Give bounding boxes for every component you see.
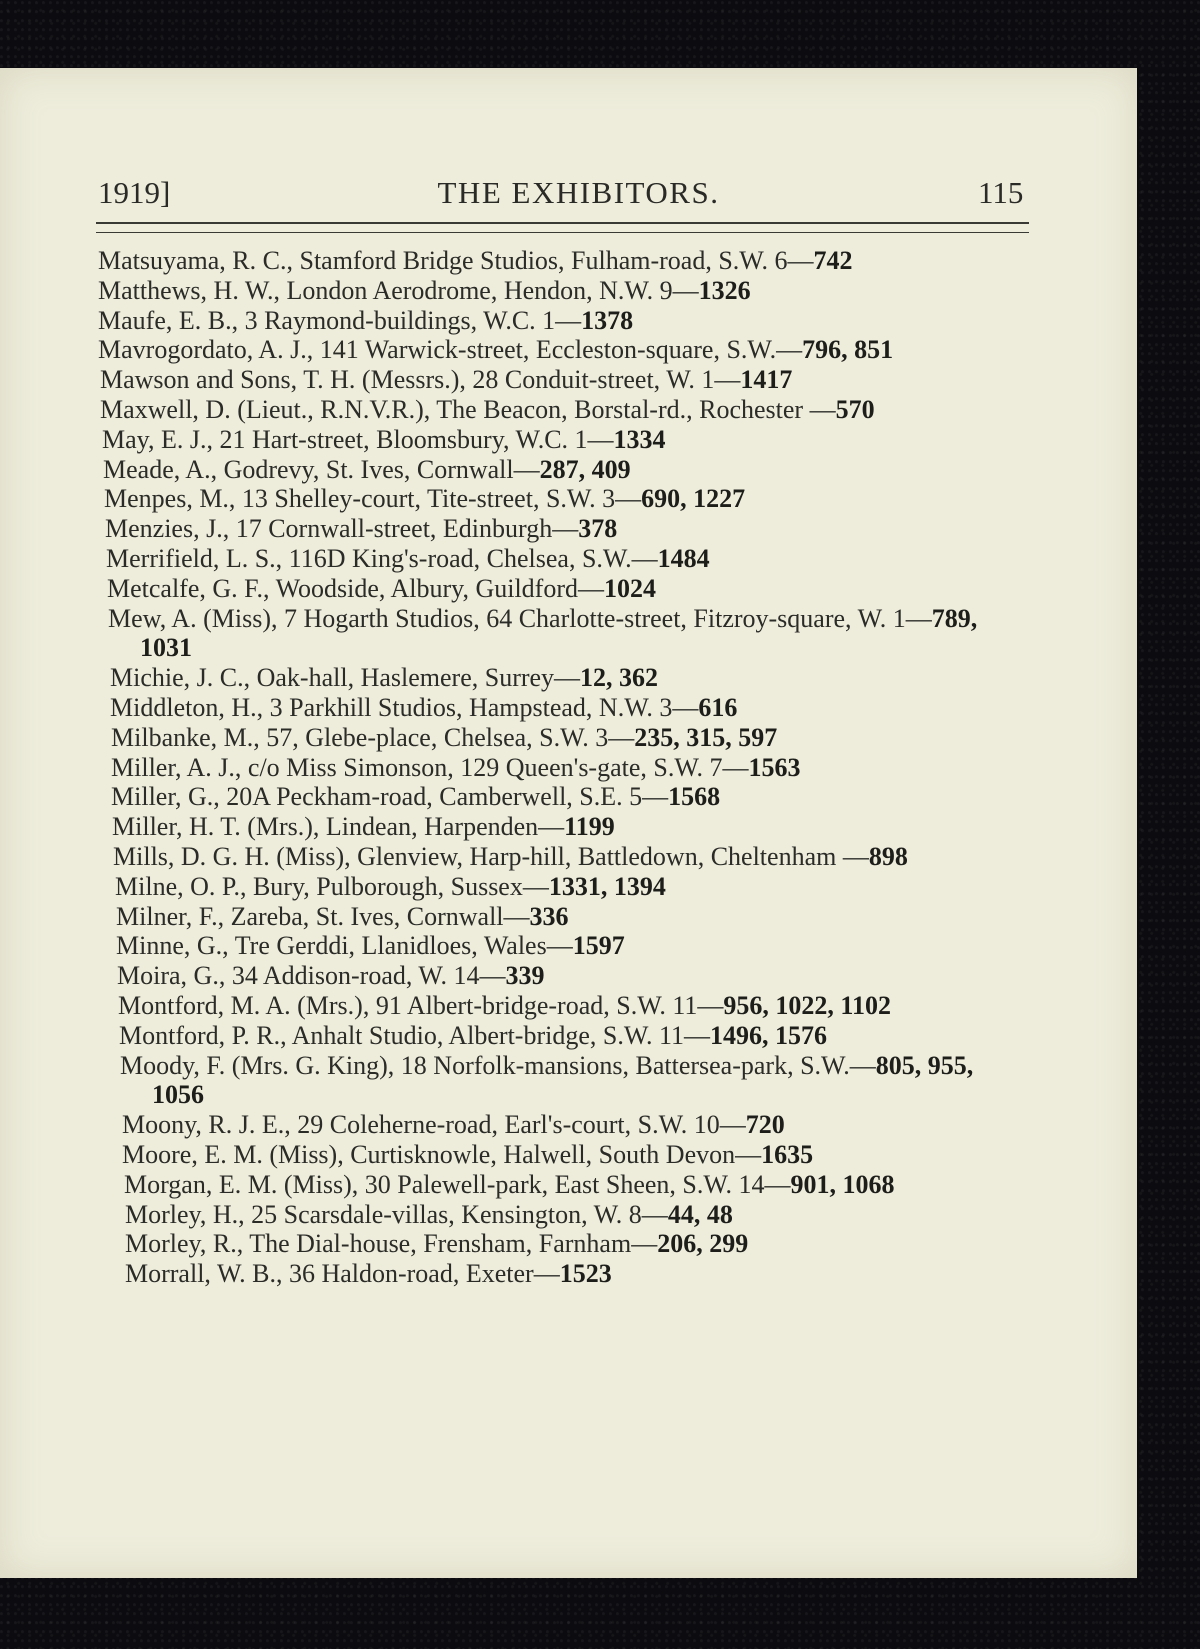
entry-text: Milne, O. P., Bury, Pulborough, Sussex—: [115, 871, 549, 901]
entry-catalogue-numbers: 1568: [668, 782, 721, 812]
list-item: [0, 812, 1029, 842]
list-item: [0, 395, 1029, 425]
list-item: [0, 425, 1029, 455]
list-item: [0, 455, 1029, 485]
entry-text: Merrifield, L. S., 116D King's-road, Chelsea, S.W.—: [106, 543, 658, 573]
list-item: [0, 663, 1029, 693]
entry-catalogue-numbers: 1417: [740, 365, 793, 395]
entry-text: Montford, P. R., Anhalt Studio, Albert-bridge, S.W. 11—: [119, 1020, 711, 1050]
entry-text: May, E. J., 21 Hart-street, Bloomsbury, W.C. 1—: [102, 424, 614, 454]
entry-catalogue-numbers: 378: [578, 514, 618, 544]
entry-text: Miller, H. T. (Mrs.), Lindean, Harpenden—: [112, 812, 565, 842]
list-item: [0, 842, 1029, 872]
entry-text: Morley, H., 25 Scarsdale-villas, Kensington, W. 8—: [125, 1199, 668, 1229]
entry-text: Mavrogordato, A. J., 141 Warwick-street, Eccleston-square, S.W.—: [98, 335, 803, 365]
entry-catalogue-numbers: 1484: [657, 543, 710, 573]
entry-text: Moore, E. M. (Miss), Curtisknowle, Halwell, South Devon—: [122, 1139, 762, 1169]
entry-catalogue-numbers: 206, 299: [657, 1229, 749, 1259]
entry-text: Mew, A. (Miss), 7 Hogarth Studios, 64 Charlotte-street, Fitzroy-square, W. 1—: [108, 603, 932, 633]
entry-catalogue-numbers: 235, 315, 597: [634, 722, 778, 752]
entry-text: Mawson and Sons, T. H. (Messrs.), 28 Conduit-street, W. 1—: [100, 365, 741, 395]
entry-catalogue-numbers: 956, 1022, 1102: [723, 990, 891, 1020]
list-item: [0, 1051, 1029, 1111]
entry-text: Milbanke, M., 57, Glebe-place, Chelsea, S.W. 3—: [111, 722, 635, 752]
list-item: [0, 246, 1029, 276]
list-item: [0, 365, 1029, 395]
entry-text: Middleton, H., 3 Parkhill Studios, Hampstead, N.W. 3—: [110, 692, 699, 722]
entry-text: Michie, J. C., Oak-hall, Haslemere, Surrey—: [110, 663, 581, 693]
entry-catalogue-numbers: 1563: [748, 752, 801, 782]
list-item: [0, 1021, 1029, 1051]
entry-text: Maufe, E. B., 3 Raymond-buildings, W.C. 1—: [98, 305, 582, 335]
entry-catalogue-numbers: 690, 1227: [641, 484, 746, 514]
page-number: 115: [978, 175, 1024, 210]
header-year: 1919]: [98, 175, 171, 210]
entry-catalogue-numbers: 789, 1031: [140, 603, 978, 663]
entry-text: Morrall, W. B., 36 Haldon-road, Exeter—: [125, 1259, 560, 1289]
entry-catalogue-numbers: 805, 955, 1056: [152, 1050, 974, 1110]
list-item: [0, 574, 1029, 604]
entry-text: Meade, A., Godrevy, St. Ives, Cornwall—: [103, 454, 540, 484]
list-item: [0, 991, 1029, 1021]
entry-catalogue-numbers: 796, 851: [802, 335, 894, 365]
entry-catalogue-numbers: 898: [868, 841, 908, 871]
entry-text: Morgan, E. M. (Miss), 30 Palewell-park, East Sheen, S.W. 14—: [124, 1169, 791, 1199]
entry-catalogue-numbers: 720: [745, 1110, 785, 1140]
list-item: [0, 544, 1029, 574]
entry-text: Milner, F., Zareba, St. Ives, Cornwall—: [116, 901, 530, 931]
entry-text: Minne, G., Tre Gerddi, Llanidloes, Wales—: [116, 931, 573, 961]
entry-catalogue-numbers: 339: [505, 961, 545, 991]
entry-catalogue-numbers: 1496, 1576: [710, 1020, 828, 1050]
entry-catalogue-numbers: 1331, 1394: [548, 871, 666, 901]
list-item: [0, 902, 1029, 932]
page-title: THE EXHIBITORS.: [437, 175, 720, 210]
entry-text: Montford, M. A. (Mrs.), 91 Albert-bridge-road, S.W. 11—: [118, 990, 724, 1020]
entry-text: Menzies, J., 17 Cornwall-street, Edinburgh—: [105, 514, 579, 544]
entry-catalogue-numbers: 570: [835, 394, 875, 424]
entry-catalogue-numbers: 12, 362: [580, 663, 659, 693]
exhibitor-list: [0, 246, 1137, 1289]
entry-catalogue-numbers: 901, 1068: [790, 1169, 895, 1199]
list-item: [0, 604, 1029, 664]
entry-catalogue-numbers: 1024: [603, 573, 656, 603]
list-item: [0, 276, 1029, 306]
entry-catalogue-numbers: 287, 409: [539, 454, 631, 484]
list-item: [0, 961, 1029, 991]
entry-text: Morley, R., The Dial-house, Frensham, Farnham—: [125, 1229, 658, 1259]
entry-catalogue-numbers: 742: [813, 246, 853, 275]
header-rule: [96, 222, 1029, 233]
list-item: [0, 782, 1029, 812]
entry-text: Moody, F. (Mrs. G. King), 18 Norfolk-mansions, Battersea-park, S.W.—: [120, 1050, 876, 1080]
entry-text: Miller, G., 20A Peckham-road, Camberwell, S.E. 5—: [111, 782, 669, 812]
entry-catalogue-numbers: 1523: [559, 1259, 612, 1289]
list-item: [0, 872, 1029, 902]
entry-catalogue-numbers: 616: [698, 692, 738, 722]
list-item: [0, 1140, 1029, 1170]
list-item: [0, 1170, 1029, 1200]
entry-catalogue-numbers: 1199: [564, 812, 615, 842]
list-item: [0, 1259, 1029, 1289]
entry-text: Matsuyama, R. C., Stamford Bridge Studios, Fulham-road, S.W. 6—: [98, 246, 814, 275]
entry-catalogue-numbers: 1334: [613, 424, 666, 454]
entry-catalogue-numbers: 44, 48: [667, 1199, 733, 1229]
entry-text: Metcalfe, G. F., Woodside, Albury, Guildford—: [107, 573, 604, 603]
entry-text: Matthews, H. W., London Aerodrome, Hendon, N.W. 9—: [98, 275, 699, 305]
list-item: [0, 306, 1029, 336]
list-item: [0, 514, 1029, 544]
list-item: [0, 335, 1029, 365]
entry-catalogue-numbers: 1326: [698, 275, 751, 305]
entry-text: Miller, A. J., c/o Miss Simonson, 129 Queen's-gate, S.W. 7—: [111, 752, 749, 782]
page-header: [0, 175, 1137, 225]
list-item: [0, 753, 1029, 783]
entry-text: Menpes, M., 13 Shelley-court, Tite-street, S.W. 3—: [104, 484, 642, 514]
entry-catalogue-numbers: 1597: [572, 931, 625, 961]
list-item: [0, 1110, 1029, 1140]
list-item: [0, 693, 1029, 723]
list-item: [0, 931, 1029, 961]
list-item: [0, 723, 1029, 753]
entry-text: Maxwell, D. (Lieut., R.N.V.R.), The Beacon, Borstal-rd., Rochester —: [100, 394, 836, 424]
list-item: [0, 484, 1029, 514]
list-item: [0, 1229, 1029, 1259]
entry-text: Moira, G., 34 Addison-road, W. 14—: [117, 961, 506, 991]
entry-catalogue-numbers: 336: [529, 901, 569, 931]
entry-text: Moony, R. J. E., 29 Coleherne-road, Earl's-court, S.W. 10—: [122, 1110, 746, 1140]
entry-catalogue-numbers: 1378: [581, 305, 634, 335]
entry-text: Mills, D. G. H. (Miss), Glenview, Harp-hill, Battledown, Cheltenham —: [113, 841, 869, 871]
list-item: [0, 1200, 1029, 1230]
entry-catalogue-numbers: 1635: [761, 1139, 814, 1169]
